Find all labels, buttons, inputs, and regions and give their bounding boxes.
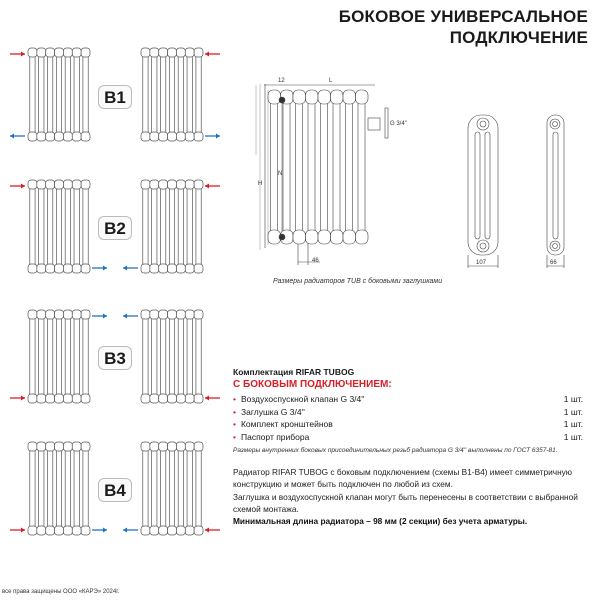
dim-107: 107 [476, 260, 487, 266]
bullet-icon: • [233, 394, 236, 405]
supply-arrow-icon [205, 396, 220, 401]
return-arrow-icon [123, 528, 138, 533]
return-arrow-icon [92, 528, 107, 533]
page-title [339, 6, 588, 48]
radiator-front-view [268, 90, 368, 244]
description-p3: Минимальная длина радиатора – 98 мм (2 секции) без учета арматуры. [233, 516, 528, 527]
kit-item-name: Комплект кронштейнов [240, 419, 333, 430]
kit-item [233, 393, 583, 406]
supply-arrow-icon [10, 184, 25, 189]
kit-item-qty: 1 шт. [563, 406, 583, 417]
kit-item-name: Паспорт прибора [240, 431, 310, 442]
return-arrow-icon [123, 266, 138, 271]
supply-arrow-icon [10, 528, 25, 533]
copyright: все права защищены ООО «КАРЭ» 2024г. [2, 589, 120, 595]
dim-12: 12 [278, 78, 285, 84]
radiator-right [141, 310, 203, 403]
return-arrow-icon [92, 314, 107, 319]
title-line-1: БОКОВОЕ УНИВЕРСАЛЬНОЕ [338, 7, 588, 26]
description-p1: Радиатор RIFAR TUBOG с боковым подключением (схемы В1-В4) имеет симметричную конструкцию и может быть подключен по любой из схем. [233, 467, 573, 490]
kit-subheading: С БОКОВЫМ ПОДКЛЮЧЕНИЕМ: [233, 379, 392, 390]
dim-H: H [258, 181, 263, 187]
dimension-drawing [250, 78, 600, 275]
description-p2: Заглушка и воздухоспускной клапан могут быть перенесены в соответствии с выбранной схемой монтажа. [233, 491, 578, 514]
radiator-left [28, 180, 90, 273]
scheme-label-b4: B4 [98, 478, 132, 502]
thread-note: Размеры внутренних боковых присоединительных резьб радиатора G 3/4'' выполнены по ГОСТ 6357-81. [233, 447, 558, 454]
return-arrow-icon [10, 134, 25, 139]
drawing-caption: Размеры радиаторов TUB с боковыми заглушками [273, 278, 443, 285]
supply-arrow-icon [205, 52, 220, 57]
radiator-right [141, 180, 203, 273]
kit-item [233, 431, 583, 444]
title-line-2: ПОДКЛЮЧЕНИЕ [449, 28, 588, 47]
return-arrow-icon [92, 266, 107, 271]
dim-L: L [329, 78, 333, 84]
dim-N: N [278, 171, 283, 177]
radiator-left [28, 48, 90, 141]
radiator-right [141, 48, 203, 141]
supply-arrow-icon [10, 396, 25, 401]
radiator-right [141, 442, 203, 535]
kit-item [233, 406, 583, 419]
kit-item-qty: 1 шт. [563, 419, 583, 430]
bullet-icon: • [233, 431, 236, 442]
scheme-label-b1: B1 [98, 85, 132, 109]
dim-46: 46 [312, 258, 319, 264]
description [233, 466, 585, 527]
kit-item [233, 418, 583, 431]
kit-section [233, 367, 583, 454]
bullet-icon: • [233, 406, 236, 417]
supply-arrow-icon [10, 52, 25, 57]
dim-66: 66 [550, 260, 557, 266]
radiator-left [28, 442, 90, 535]
kit-heading: Комплектация RIFAR TUBOG [233, 367, 355, 377]
kit-item-qty: 1 шт. [563, 394, 583, 405]
supply-arrow-icon [205, 184, 220, 189]
kit-item-qty: 1 шт. [563, 431, 583, 442]
bullet-icon: • [233, 419, 236, 430]
connection-schemes [0, 0, 230, 560]
kit-item-name: Заглушка G 3/4'' [240, 406, 305, 417]
dim-g34: G 3/4'' [390, 121, 407, 127]
return-arrow-icon [123, 314, 138, 319]
return-arrow-icon [205, 134, 220, 139]
supply-arrow-icon [205, 528, 220, 533]
kit-item-name: Воздухоспускной клапан G 3/4'' [240, 394, 365, 405]
radiator-left [28, 310, 90, 403]
scheme-label-b3: B3 [98, 346, 132, 370]
scheme-label-b2: B2 [98, 216, 132, 240]
